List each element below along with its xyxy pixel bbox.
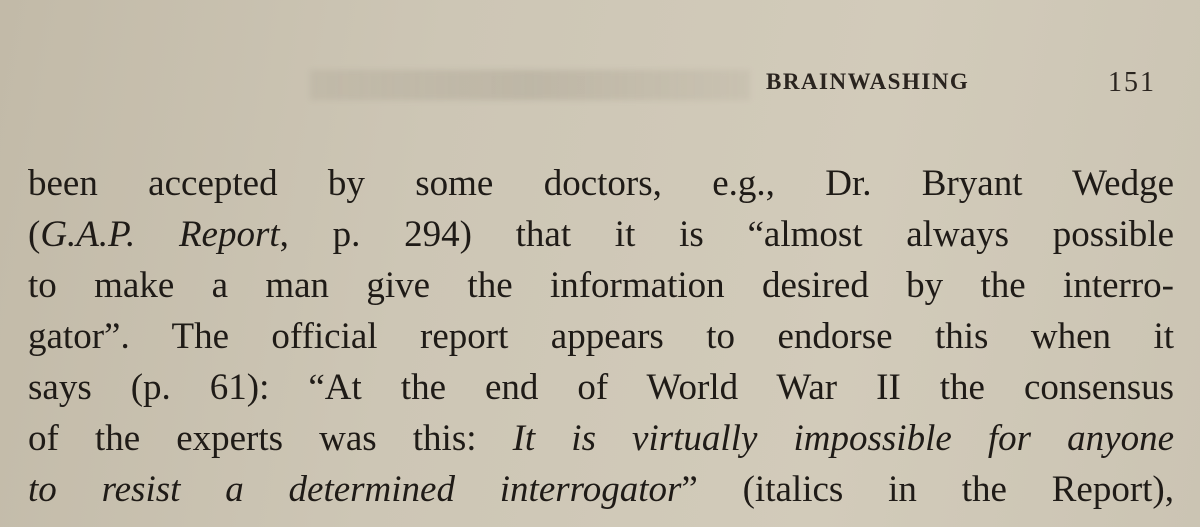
page-number: 151 (1108, 67, 1156, 98)
italic-text-segment: to resist a determined interrogator (28, 469, 682, 510)
body-paragraph (28, 158, 1174, 515)
text-segment: to make a man give the information desired by the interro- (28, 265, 1174, 306)
text-line (28, 209, 1174, 260)
text-line (28, 362, 1174, 413)
text-segment: ( (28, 214, 41, 255)
text-line (28, 260, 1174, 311)
text-line (28, 311, 1174, 362)
text-line (28, 413, 1174, 464)
text-line (28, 158, 1174, 209)
italic-text-segment: G.A.P. Report (40, 214, 280, 255)
text-segment: of the experts was this: (28, 418, 513, 459)
text-segment: gator”. The official report appears to endorse this when it (28, 316, 1174, 357)
text-segment: says (p. 61): “At the end of World War II the consensus (28, 367, 1174, 408)
bleed-through-text (310, 70, 750, 100)
text-line (28, 464, 1174, 515)
running-head: BRAINWASHING (766, 69, 970, 94)
text-segment: been accepted by some doctors, e.g., Dr. Bryant Wedge (28, 163, 1174, 204)
text-segment: , p. 294) that it is “almost always possible (279, 214, 1174, 255)
text-segment: ” (italics in the Report), (681, 469, 1174, 510)
italic-text-segment: It is virtually impossible for anyone (512, 418, 1174, 459)
